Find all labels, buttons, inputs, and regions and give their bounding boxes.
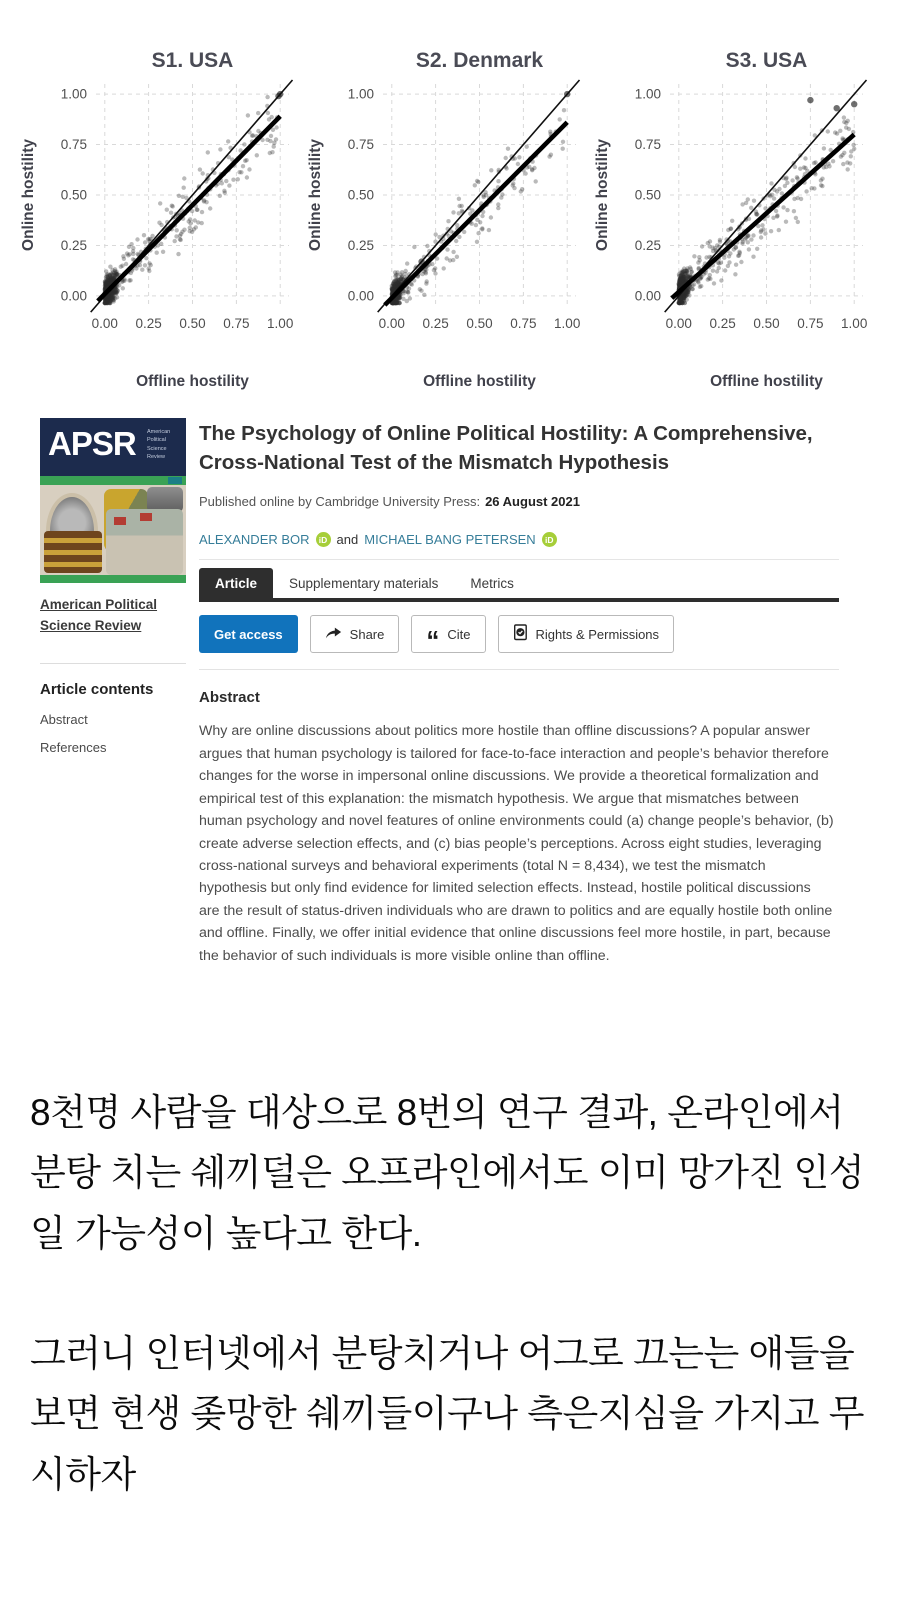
svg-text:0.50: 0.50 [60,187,87,203]
published-prefix: Published online by Cambridge University Press: [199,494,481,510]
svg-text:0.75: 0.75 [347,137,374,152]
svg-text:0.00: 0.00 [60,288,87,304]
svg-text:0.50: 0.50 [753,316,780,331]
svg-text:0.75: 0.75 [797,316,824,331]
published-line [199,494,839,509]
scatter-panel-s1-usa [16,40,303,392]
svg-text:0.00: 0.00 [91,316,118,331]
authors-conjunction: and [336,532,359,548]
tab-article[interactable]: Article [199,568,273,598]
abstract-divider [199,669,839,670]
svg-text:Online hostility: Online hostility [20,139,37,251]
svg-text:1.00: 1.00 [634,86,661,102]
tab-supplementary-materials[interactable]: Supplementary materials [289,576,439,592]
svg-text:1.00: 1.00 [347,86,374,102]
svg-text:0.00: 0.00 [634,288,661,304]
action-buttons-row [199,615,839,656]
svg-text:0.50: 0.50 [466,316,493,331]
commentary-paragraph-2: 그러니 인터넷에서 분탕치거나 어그로 끄는는 애들을 보면 현생 좆망한 쉐끼들이구나 측은지심을 가지고 무시하자 [30,1333,865,1495]
tab-bar [199,568,839,598]
svg-text:1.00: 1.00 [554,316,581,331]
journal-cover-subtitle: American Political Science Review [147,429,171,460]
svg-text:0.75: 0.75 [634,137,661,152]
svg-text:0.25: 0.25 [422,316,449,331]
toc-item-abstract[interactable]: Abstract [40,711,88,727]
article-card [40,418,860,967]
cite-button-label: Cite [447,626,471,642]
figure-scatter-row [0,0,900,392]
scatter-panel-s2-denmark [303,40,590,392]
cover-protest-sign [140,513,152,521]
svg-text:S3. USA: S3. USA [725,49,808,72]
toc-item-references[interactable]: References [40,739,107,755]
svg-text:0.75: 0.75 [60,137,87,152]
author-link-michael-bang-petersen[interactable]: MICHAEL BANG PETERSEN [364,532,536,548]
article-contents-heading: Article contents [40,680,154,698]
article-sidebar [40,418,186,967]
svg-text:1.00: 1.00 [267,316,294,331]
svg-text:0.50: 0.50 [634,187,661,203]
journal-cover-green-band [40,476,186,485]
rights-permissions-label: Rights & Permissions [535,626,660,642]
svg-text:0.50: 0.50 [179,316,206,331]
article-main [199,418,839,967]
author-link-alexander-bor[interactable]: ALEXANDER BOR [199,532,310,548]
svg-text:Offline hostility: Offline hostility [710,373,823,390]
authors-divider [199,559,839,560]
svg-text:1.00: 1.00 [60,86,87,102]
orcid-icon[interactable]: iD [316,532,331,547]
svg-text:0.00: 0.00 [665,316,692,331]
tab-underline-bar [199,598,839,602]
cover-bus-photo [44,531,102,573]
svg-text:0.75: 0.75 [223,316,250,331]
journal-cover-foot-band [40,575,186,583]
share-button[interactable] [310,615,400,653]
orcid-icon[interactable]: iD [542,532,557,547]
journal-title-link[interactable]: American Political Science Review [40,597,158,633]
svg-text:S1. USA: S1. USA [151,49,234,72]
svg-text:0.00: 0.00 [347,288,374,304]
published-date: 26 August 2021 [485,494,580,510]
svg-text:0.00: 0.00 [378,316,405,331]
rights-document-icon [513,624,528,644]
tab-metrics[interactable]: Metrics [470,576,514,592]
share-icon [325,626,342,642]
abstract-text: Why are online discussions about politics more hostile than offline discussions? A popular answer argues that human psychology is tailored for face-to-face interaction and people’s behavior therefore changes for the worse in impersonal online discussions. We provide a theoretical formalization and empirical test of this explanation: the mismatch hypothesis. We argue that mismatches between human psychology and novel features of online environments could (a) change people’s behavior, (b) create adverse selection effects, and (c) bias people’s perceptions. Across eight studies, leveraging cross-national surveys and behavioral experiments (total N = 8,434), we test the mismatch hypothesis but only find evidence for limited selection effects. Instead, hostile political discussions are the result of status-driven individuals who are drawn to politics and are equally hostile both online and offline. Finally, we offer initial evidence that online discussions feel more hostile, in part, because the behavior of such individuals is more visible online than offline. [199,723,834,964]
svg-text:0.75: 0.75 [510,316,537,331]
journal-cover-badge [168,477,182,484]
authors-row [199,532,839,547]
svg-text:0.25: 0.25 [709,316,736,331]
svg-text:Offline hostility: Offline hostility [136,373,249,390]
journal-cover-collage [40,485,186,575]
article-title: The Psychology of Online Political Hostility: A Comprehensive, Cross-National Test of the Mismatch Hypothesis [199,422,813,474]
cover-protest-photo [106,509,183,575]
svg-text:S2. Denmark: S2. Denmark [415,49,544,72]
svg-text:0.25: 0.25 [60,238,87,253]
commentary-section [30,1083,872,1505]
share-button-label: Share [349,626,385,642]
svg-text:0.25: 0.25 [135,316,162,331]
svg-text:1.00: 1.00 [841,316,868,331]
journal-cover-header [40,418,186,476]
abstract-heading: Abstract [199,689,260,707]
journal-cover-image[interactable] [40,418,186,583]
journal-cover-acronym: APSR [48,425,136,462]
commentary-paragraph-1: 8천명 사람을 대상으로 8번의 연구 결과, 온라인에서 분탕 치는 쉐끼덜은 오프라인에서도 이미 망가진 인성일 가능성이 높다고 한다. [30,1092,865,1254]
svg-text:Offline hostility: Offline hostility [423,373,536,390]
svg-text:0.50: 0.50 [347,187,374,203]
scatter-panel-s3-usa [590,40,877,392]
svg-text:Online hostility: Online hostility [307,139,324,251]
cover-protest-sign [114,517,126,525]
svg-text:0.25: 0.25 [634,238,661,253]
get-access-button[interactable]: Get access [199,615,298,653]
rights-permissions-button[interactable] [498,615,675,653]
sidebar-divider [40,663,186,664]
svg-text:0.25: 0.25 [347,238,374,253]
cite-button[interactable]: “ Cite [411,615,485,653]
svg-text:Online hostility: Online hostility [594,139,611,251]
